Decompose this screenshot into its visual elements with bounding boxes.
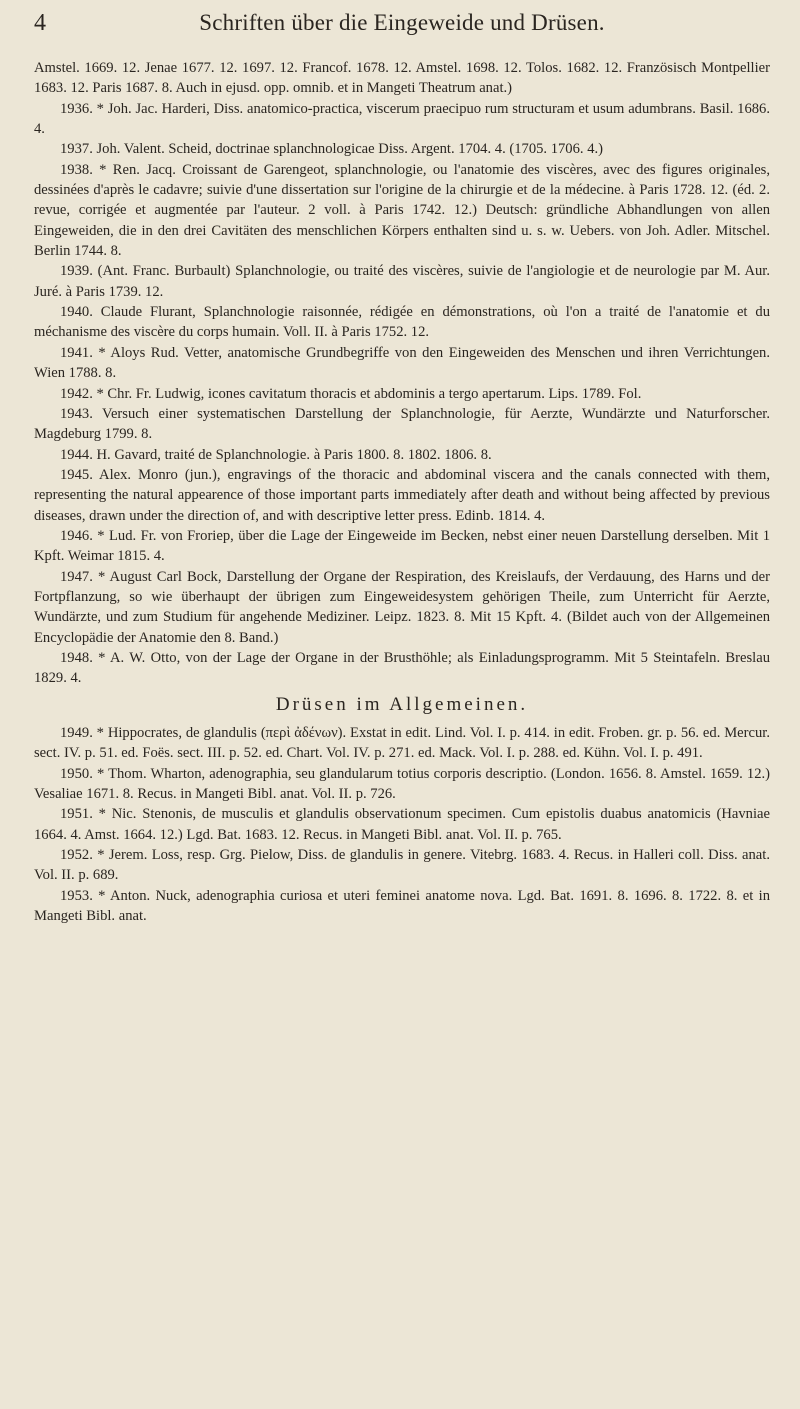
- bibliography-entry: 1939. (Ant. Franc. Burbault) Splanchnologie, ou traité des viscères, suivie de l'angiologie et de neurologie par M. Aur. Juré. à Paris 1739. 12.: [34, 263, 770, 300]
- bibliography-entry: 1943. Versuch einer systematischen Darstellung der Splanchnologie, für Aerzte, Wundärzte und Naturforscher. Magdeburg 1799. 8.: [34, 405, 770, 443]
- bibliography-entry: 1936. * Joh. Jac. Harderi, Diss. anatomico-practica, viscerum praecipuo rum structuram et usum adumbrans. Basil. 1686. 4.: [34, 100, 770, 138]
- page-header: [34, 0, 770, 58]
- section-heading: Drüsen im Allgemeinen.: [275, 693, 529, 715]
- bibliography-entries: [34, 58, 770, 926]
- bibliography-entry: 1948. * A. W. Otto, von der Lage der Organe in der Brusthöhle; als Einladungsprogramm. Mit 5 Steintafeln. Breslau 1829. 4.: [34, 649, 770, 687]
- page-number: 4: [34, 10, 46, 36]
- bibliography-entry: 1945. Alex. Monro (jun.), engravings of the thoracic and abdominal viscera and the canals connected with them, representing the natural appearence of those important parts immediately after death and without being affected by previous diseases, drawn under the direction of, and with descriptive letter press. Edinb. 1814. 4.: [34, 466, 770, 524]
- bibliography-entry: 1938. * Ren. Jacq. Croissant de Garengeot, splanchnologie, ou l'anatomie des viscères, avec des figures originales, dessinées d'après le cadavre; suivie d'une dissertation sur l'origine de la chirurgie et de la médecine. à Paris 1728. 12. (éd. 2. revue, corrigée et augmentée par l'auteur. 2 voll. à Paris 1742. 12.) Deutsch: gründliche Abhandlungen von allen Eingeweiden, die in den drei Cavitäten des menschlichen Körpers enthalten sind u. s. w. Uebers. von Joh. Adler. Mitschel. Berlin 1744. 8.: [34, 161, 770, 260]
- bibliography-entry: 1946. * Lud. Fr. von Froriep, über die Lage der Eingeweide im Becken, nebst einer neuen Darstellung derselben. Mit 1 Kpft. Weimar 1815. 4.: [34, 527, 770, 565]
- bibliography-entry: 1940. Claude Flurant, Splanchnologie raisonnée, rédigée en démonstrations, où l'on a traité de l'anatomie et du méchanisme des viscère du corps humain. Voll. II. à Paris 1752. 12.: [34, 304, 770, 341]
- bibliography-entry: 1949. * Hippocrates, de glandulis (περὶ ἀδένων). Exstat in edit. Lind. Vol. I. p. 414. in edit. Froben. gr. p. 56. ed. Mercur. sect. IV. p. 51. ed. Foës. sect. III. p. 52. ed. Chart. Vol. IV. p. 271. ed. Mack. Vol. I. p. 288. ed. Kühn. Vol. I. p. 491.: [34, 725, 770, 762]
- bibliography-entry: 1952. * Jerem. Loss, resp. Grg. Pielow, Diss. de glandulis in genere. Vitebrg. 1683. 4. Recus. in Halleri coll. Diss. anat. Vol. II. p. 689.: [34, 847, 770, 884]
- running-head: Schriften über die Eingeweide und Drüsen.: [199, 10, 605, 35]
- bibliography-entry: 1950. * Thom. Wharton, adenographia, seu glandularum totius corporis descriptio. (London. 1656. 8. Amstel. 1659. 12.) Vesaliae 1671. 8. Recus. in Mangeti Bibl. anat. Vol. II. p. 726.: [34, 765, 770, 803]
- bibliography-entry: 1941. * Aloys Rud. Vetter, anatomische Grundbegriffe von den Eingeweiden des Menschen und ihren Verrichtungen. Wien 1788. 8.: [34, 344, 770, 382]
- bibliography-entry: 1947. * August Carl Bock, Darstellung der Organe der Respiration, des Kreislaufs, der Verdauung, des Harns und der Fortpflanzung, so wie überhaupt der übrigen zum Eingeweidesystem gehörigen Theile, zum Unterricht für Aerzte, Wundärzte, und zum Studium für angehende Mediziner. Leipz. 1823. 8. Mit 15 Kpft. 4. (Bildet auch von der Allgemeinen Encyclopädie der Anatomie den 8. Band.): [34, 568, 770, 646]
- bibliography-entry: 1951. * Nic. Stenonis, de musculis et glandulis observationum specimen. Cum epistolis duabus anatomicis (Havniae 1664. 4. Amst. 1664. 12.) Lgd. Bat. 1683. 12. Recus. in Mangeti Bibl. anat. Vol. II. p. 765.: [34, 806, 770, 843]
- bibliography-entry: 1942. * Chr. Fr. Ludwig, icones cavitatum thoracis et abdominis a tergo apertarum. Lips. 1789. Fol.: [60, 385, 642, 402]
- bibliography-entry: 1937. Joh. Valent. Scheid, doctrinae splanchnologicae Diss. Argent. 1704. 4. (1705. 1706. 4.): [60, 141, 603, 158]
- bibliography-entry: 1944. H. Gavard, traité de Splanchnologie. à Paris 1800. 8. 1802. 1806. 8.: [60, 446, 492, 463]
- bibliography-entry: 1953. * Anton. Nuck, adenographia curiosa et uteri feminei anatome nova. Lgd. Bat. 1691. 8. 1696. 8. 1722. 8. et in Mangeti Bibl. anat.: [34, 887, 770, 925]
- bibliography-entry: Amstel. 1669. 12. Jenae 1677. 12. 1697. 12. Francof. 1678. 12. Amstel. 1698. 12. Tolos. 1682. 12. Französisch Montpellier 1683. 12. Paris 1687. 8. Auch in ejusd. opp. omnib. et in Mangeti Theatrum anat.): [34, 60, 770, 97]
